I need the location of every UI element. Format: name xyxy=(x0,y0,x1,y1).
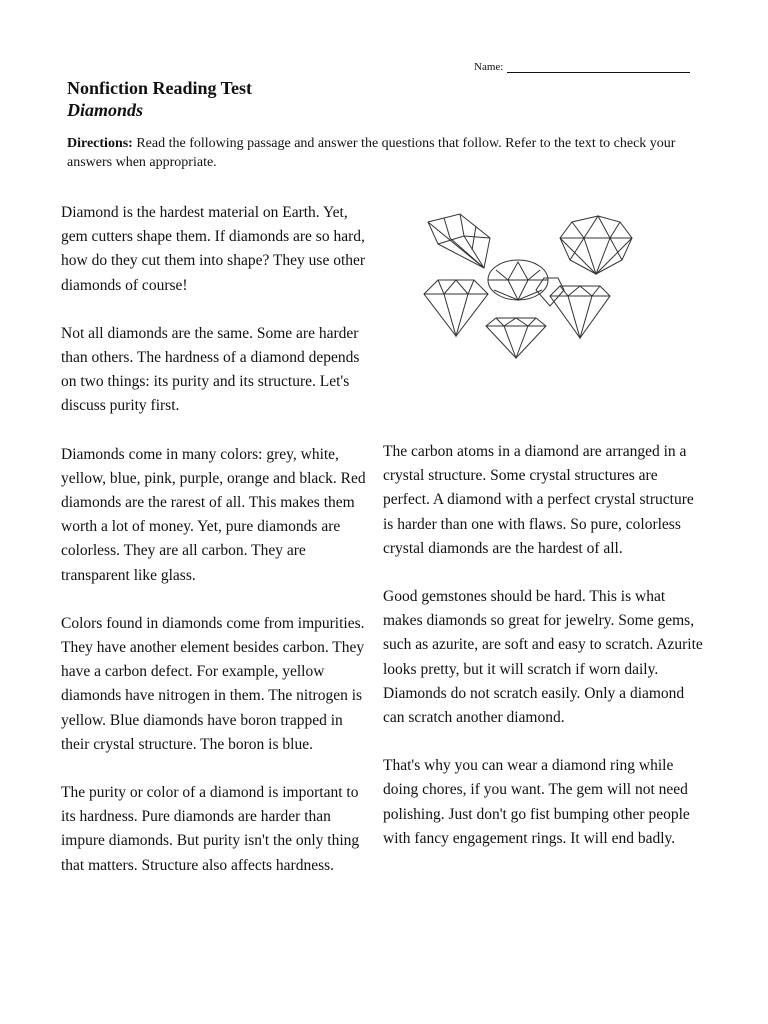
diamond-icon xyxy=(486,318,546,358)
paragraph: Diamonds come in many colors: grey, white, yellow, blue, pink, purple, orange and black. Red diamonds are the rarest of all. This makes them worth a lot of money. Yet, pure diamonds are colorless. They are all carbon. They are transparent like glass. xyxy=(61,445,366,584)
diamond-icon xyxy=(428,214,490,268)
diamond-icon xyxy=(536,278,564,306)
directions-label: Directions: xyxy=(67,136,133,151)
directions xyxy=(67,134,697,172)
paragraph: Good gemstones should be hard. This is what makes diamonds so great for jewelry. Some gems, such as azurite, are soft and easy to scratch. Azurite looks pretty, but it will scratch if worn daily. Diamonds do not scratch easily. Only a diamond can scratch another diamond. xyxy=(383,588,703,727)
paragraph: The carbon atoms in a diamond are arranged in a crystal structure. Some crystal structures are perfect. A diamond with a perfect crystal structure is harder than one with flaws. So pure, colorless crystal diamonds are the hardest of all. xyxy=(383,443,694,557)
document-title: Nonfiction Reading Test xyxy=(67,78,253,98)
diamonds-illustration-icon xyxy=(420,210,700,360)
paragraph: That's why you can wear a diamond ring while doing chores, if you want. The gem will not need polishing. Just don't go fist bumping other people with fancy engagement rings. It will end badly. xyxy=(383,757,690,847)
directions-text: Read the following passage and answer the questions that follow. Refer to the text to check your answers when appropriate. xyxy=(67,136,676,170)
paragraph: Colors found in diamonds come from impurities. They have another element besides carbon. They have a carbon defect. For example, yellow diamonds have nitrogen in them. The nitrogen is yellow. Blue diamonds have boron trapped in their crystal structure. The boron is blue. xyxy=(61,614,365,753)
paragraph: Not all diamonds are the same. Some are harder than others. The hardness of a diamond depends on two things: its purity and its structure. Let's discuss purity first. xyxy=(61,324,360,415)
paragraph: The purity or color of a diamond is important to its hardness. Pure diamonds are harder than impure diamonds. But purity isn't the only thing that matters. Structure also affects hardness. xyxy=(61,784,360,874)
name-field[interactable] xyxy=(474,60,690,73)
passage-left-column xyxy=(61,201,373,902)
name-label: Name: xyxy=(474,61,504,73)
name-blank-line[interactable] xyxy=(507,60,690,73)
diamond-icon xyxy=(560,216,632,274)
diamond-icon xyxy=(550,286,610,338)
document-subtitle: Diamonds xyxy=(67,100,144,120)
passage-right-column xyxy=(383,440,703,875)
paragraph: Diamond is the hardest material on Earth. Yet, gem cutters shape them. If diamonds are so hard, how do they cut them into shape? They use other diamonds of course! xyxy=(61,204,366,294)
diamond-icon xyxy=(424,280,488,336)
